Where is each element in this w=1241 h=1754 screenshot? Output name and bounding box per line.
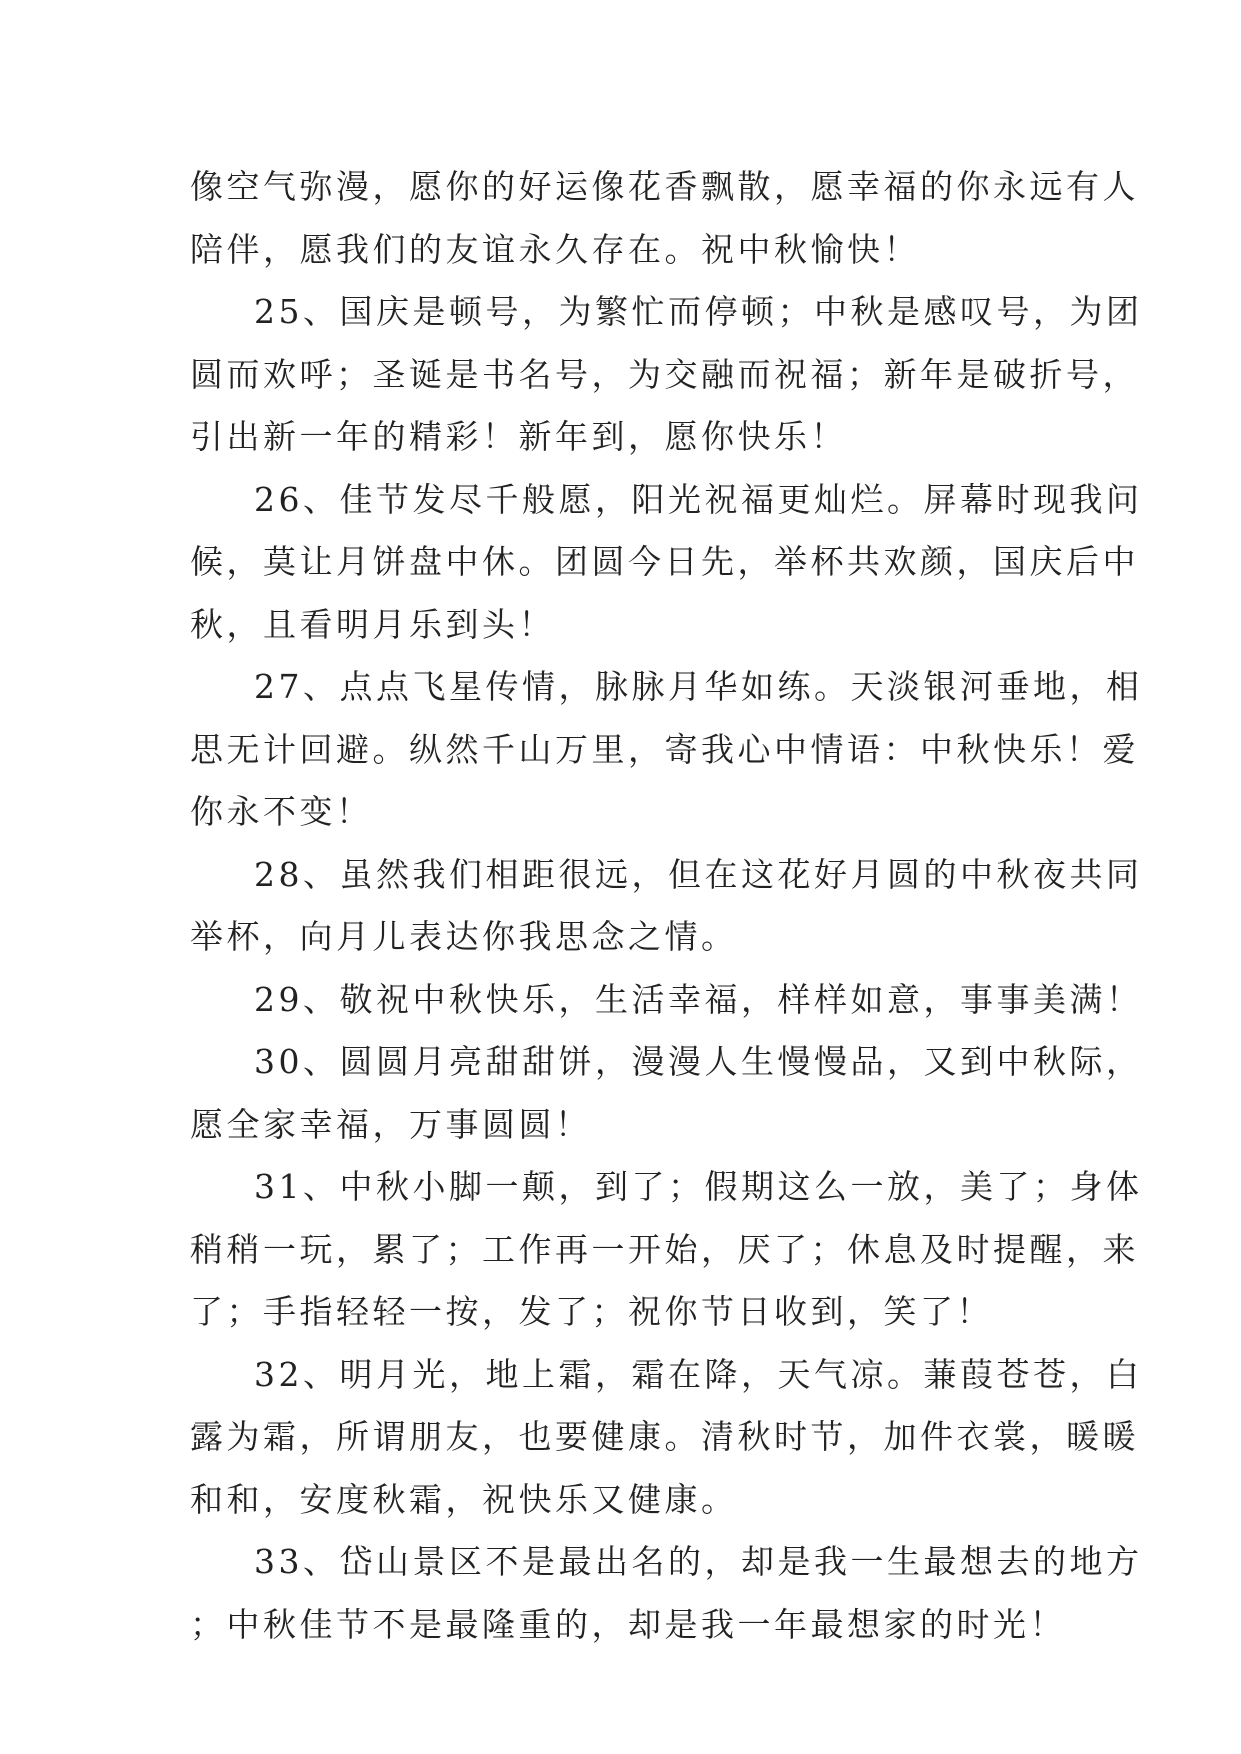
text-line: 和和，安度秋霜，祝快乐又健康。 — [190, 1479, 738, 1519]
paragraph-start-line: 30、圆圆月亮甜甜饼，漫漫人生慢慢品，又到中秋际， — [254, 1042, 1143, 1081]
text-line: 了；手指轻轻一按，发了；祝你节日收到，笑了！ — [190, 1292, 993, 1331]
text-line: 露为霜，所谓朋友，也要健康。清秋时节，加件衣裳，暖暖 — [190, 1417, 1139, 1456]
paragraph-start-line: 27、点点飞星传情，脉脉月华如练。天淡银河垂地，相 — [254, 667, 1143, 706]
text-line: 像空气弥漫，愿你的好运像花香飘散，愿幸福的你永远有人 — [190, 167, 1139, 206]
text-line: 举杯，向月儿表达你我思念之情。 — [190, 917, 738, 956]
paragraph-start-line: 33、岱山景区不是最出名的，却是我一生最想去的地方 — [254, 1542, 1143, 1581]
text-line: 陪伴，愿我们的友谊永久存在。祝中秋愉快！ — [190, 229, 920, 269]
text-line: 秋，且看明月乐到头！ — [190, 604, 555, 644]
text-line: 候，莫让月饼盘中休。团圆今日先，举杯共欢颜，国庆后中 — [190, 542, 1139, 581]
text-line: 愿全家幸福，万事圆圆！ — [190, 1104, 592, 1144]
paragraph-start-line: 29、敬祝中秋快乐，生活幸福，样样如意，事事美满！ — [254, 979, 1143, 1019]
text-line: 圆而欢呼；圣诞是书名号，为交融而祝福；新年是破折号， — [190, 354, 1139, 394]
text-line: 你永不变！ — [190, 792, 373, 831]
text-line: 引出新一年的精彩！新年到，愿你快乐！ — [190, 417, 847, 456]
text-line: 思无计回避。纵然千山万里，寄我心中情语：中秋快乐！爱 — [190, 729, 1139, 769]
text-line: ；中秋佳节不是最隆重的，却是我一年最想家的时光！ — [190, 1604, 1066, 1644]
document-body — [190, 156, 1143, 1656]
paragraph-start-line: 28、虽然我们相距很远，但在这花好月圆的中秋夜共同 — [254, 854, 1143, 894]
paragraph-start-line: 31、中秋小脚一颠，到了；假期这么一放，美了；身体 — [254, 1167, 1143, 1206]
paragraph-start-line: 32、明月光，地上霜，霜在降，天气凉。蒹葭苍苍，白 — [254, 1354, 1143, 1394]
paragraph-start-line: 26、佳节发尽千般愿，阳光祝福更灿烂。屏幕时现我问 — [254, 479, 1143, 519]
paragraph-start-line: 25、国庆是顿号，为繁忙而停顿；中秋是感叹号，为团 — [254, 292, 1143, 331]
text-line: 稍稍一玩，累了；工作再一开始，厌了；休息及时提醒，来 — [190, 1229, 1139, 1269]
